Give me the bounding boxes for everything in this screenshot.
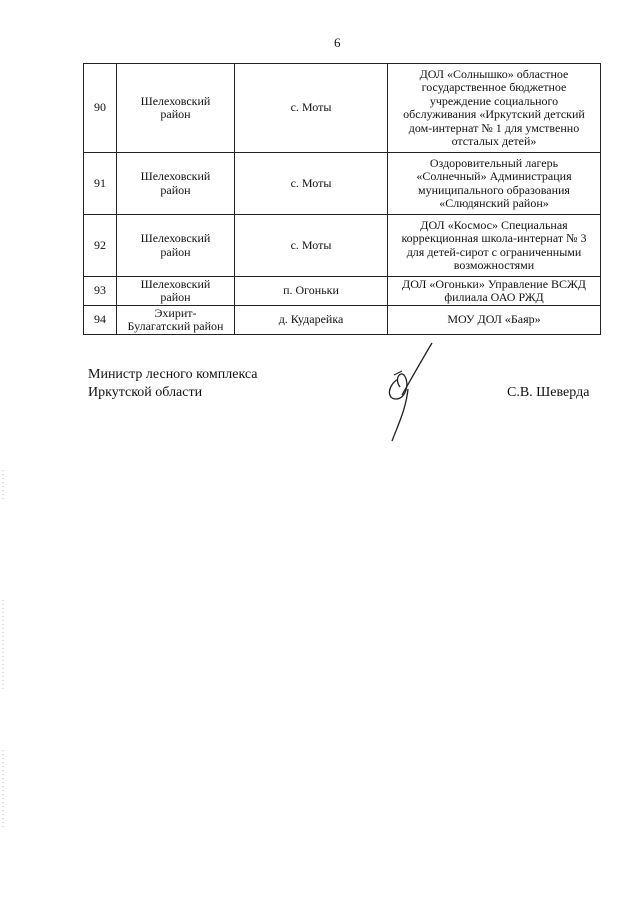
institution-line: филиала ОАО РЖД	[444, 290, 544, 304]
institution-line: МОУ ДОЛ «Баяр»	[447, 312, 541, 327]
institution-line: муниципального образования	[418, 182, 570, 197]
district-line: район	[160, 244, 191, 259]
institution-cell	[388, 153, 601, 215]
row-number: 92	[84, 215, 117, 277]
position-line: Министр лесного комплекса	[88, 367, 258, 382]
district-line: Шелеховский	[140, 169, 211, 183]
institution-line: Оздоровительный лагерь	[429, 155, 559, 170]
institution-line: государственное бюджетное	[421, 80, 567, 94]
district-cell	[117, 153, 235, 215]
district-line: Булагатский район	[127, 319, 224, 333]
row-number: 94	[84, 306, 117, 335]
institution-line: учреждение социального	[429, 93, 559, 108]
place-cell: с. Моты	[235, 215, 388, 277]
institution-cell	[388, 215, 601, 277]
camps-table	[83, 63, 601, 335]
institution-line: для детей-сирот с ограниченными	[406, 244, 582, 259]
table-row	[84, 153, 601, 215]
position-line: Иркутской области	[88, 385, 203, 400]
page-number: 6	[334, 35, 341, 50]
district-line: район	[160, 107, 191, 121]
institution-line: ДОЛ «Огоньки» Управление ВСЖД	[402, 276, 586, 291]
institution-line: ДОЛ «Космос» Специальная	[420, 217, 568, 232]
handwritten-signature	[380, 335, 470, 445]
table-row	[84, 215, 601, 277]
place-cell: с. Моты	[235, 64, 388, 153]
district-cell	[117, 306, 235, 335]
table-row	[84, 64, 601, 153]
institution-cell	[388, 277, 601, 306]
place-cell: д. Кударейка	[235, 306, 388, 335]
place-cell: п. Огоньки	[235, 277, 388, 306]
signatory-position	[88, 366, 258, 402]
district-line: район	[160, 290, 191, 304]
institution-line: отсталых детей»	[451, 134, 537, 148]
institution-line: ДОЛ «Солнышко» областное	[419, 66, 569, 81]
district-cell	[117, 64, 235, 153]
scan-margin-marks	[0, 460, 8, 840]
institution-line: «Слюдянский район»	[439, 196, 549, 210]
signatory-name: С.В. Шеверда	[507, 385, 590, 400]
table-row	[84, 306, 601, 335]
place-cell: с. Моты	[235, 153, 388, 215]
row-number: 90	[84, 64, 117, 153]
district-line: Шелеховский	[140, 231, 211, 245]
district-cell	[117, 215, 235, 277]
institution-line: коррекционная школа-интернат № 3	[401, 231, 587, 245]
district-line: Шелеховский	[140, 93, 211, 108]
institution-line: дом-интернат № 1 для умственно	[408, 120, 580, 135]
district-cell	[117, 277, 235, 306]
row-number: 93	[84, 277, 117, 306]
row-number: 91	[84, 153, 117, 215]
district-line: район	[160, 182, 191, 197]
district-line: Шелеховский	[140, 276, 211, 291]
institution-line: обслуживания «Иркутский детский	[403, 107, 585, 121]
institution-line: возможностями	[453, 258, 535, 272]
district-line: Эхирит-	[154, 305, 197, 320]
institution-cell	[388, 64, 601, 153]
table-row	[84, 277, 601, 306]
institution-line: «Солнечный» Администрация	[416, 169, 572, 183]
institution-cell	[388, 306, 601, 335]
